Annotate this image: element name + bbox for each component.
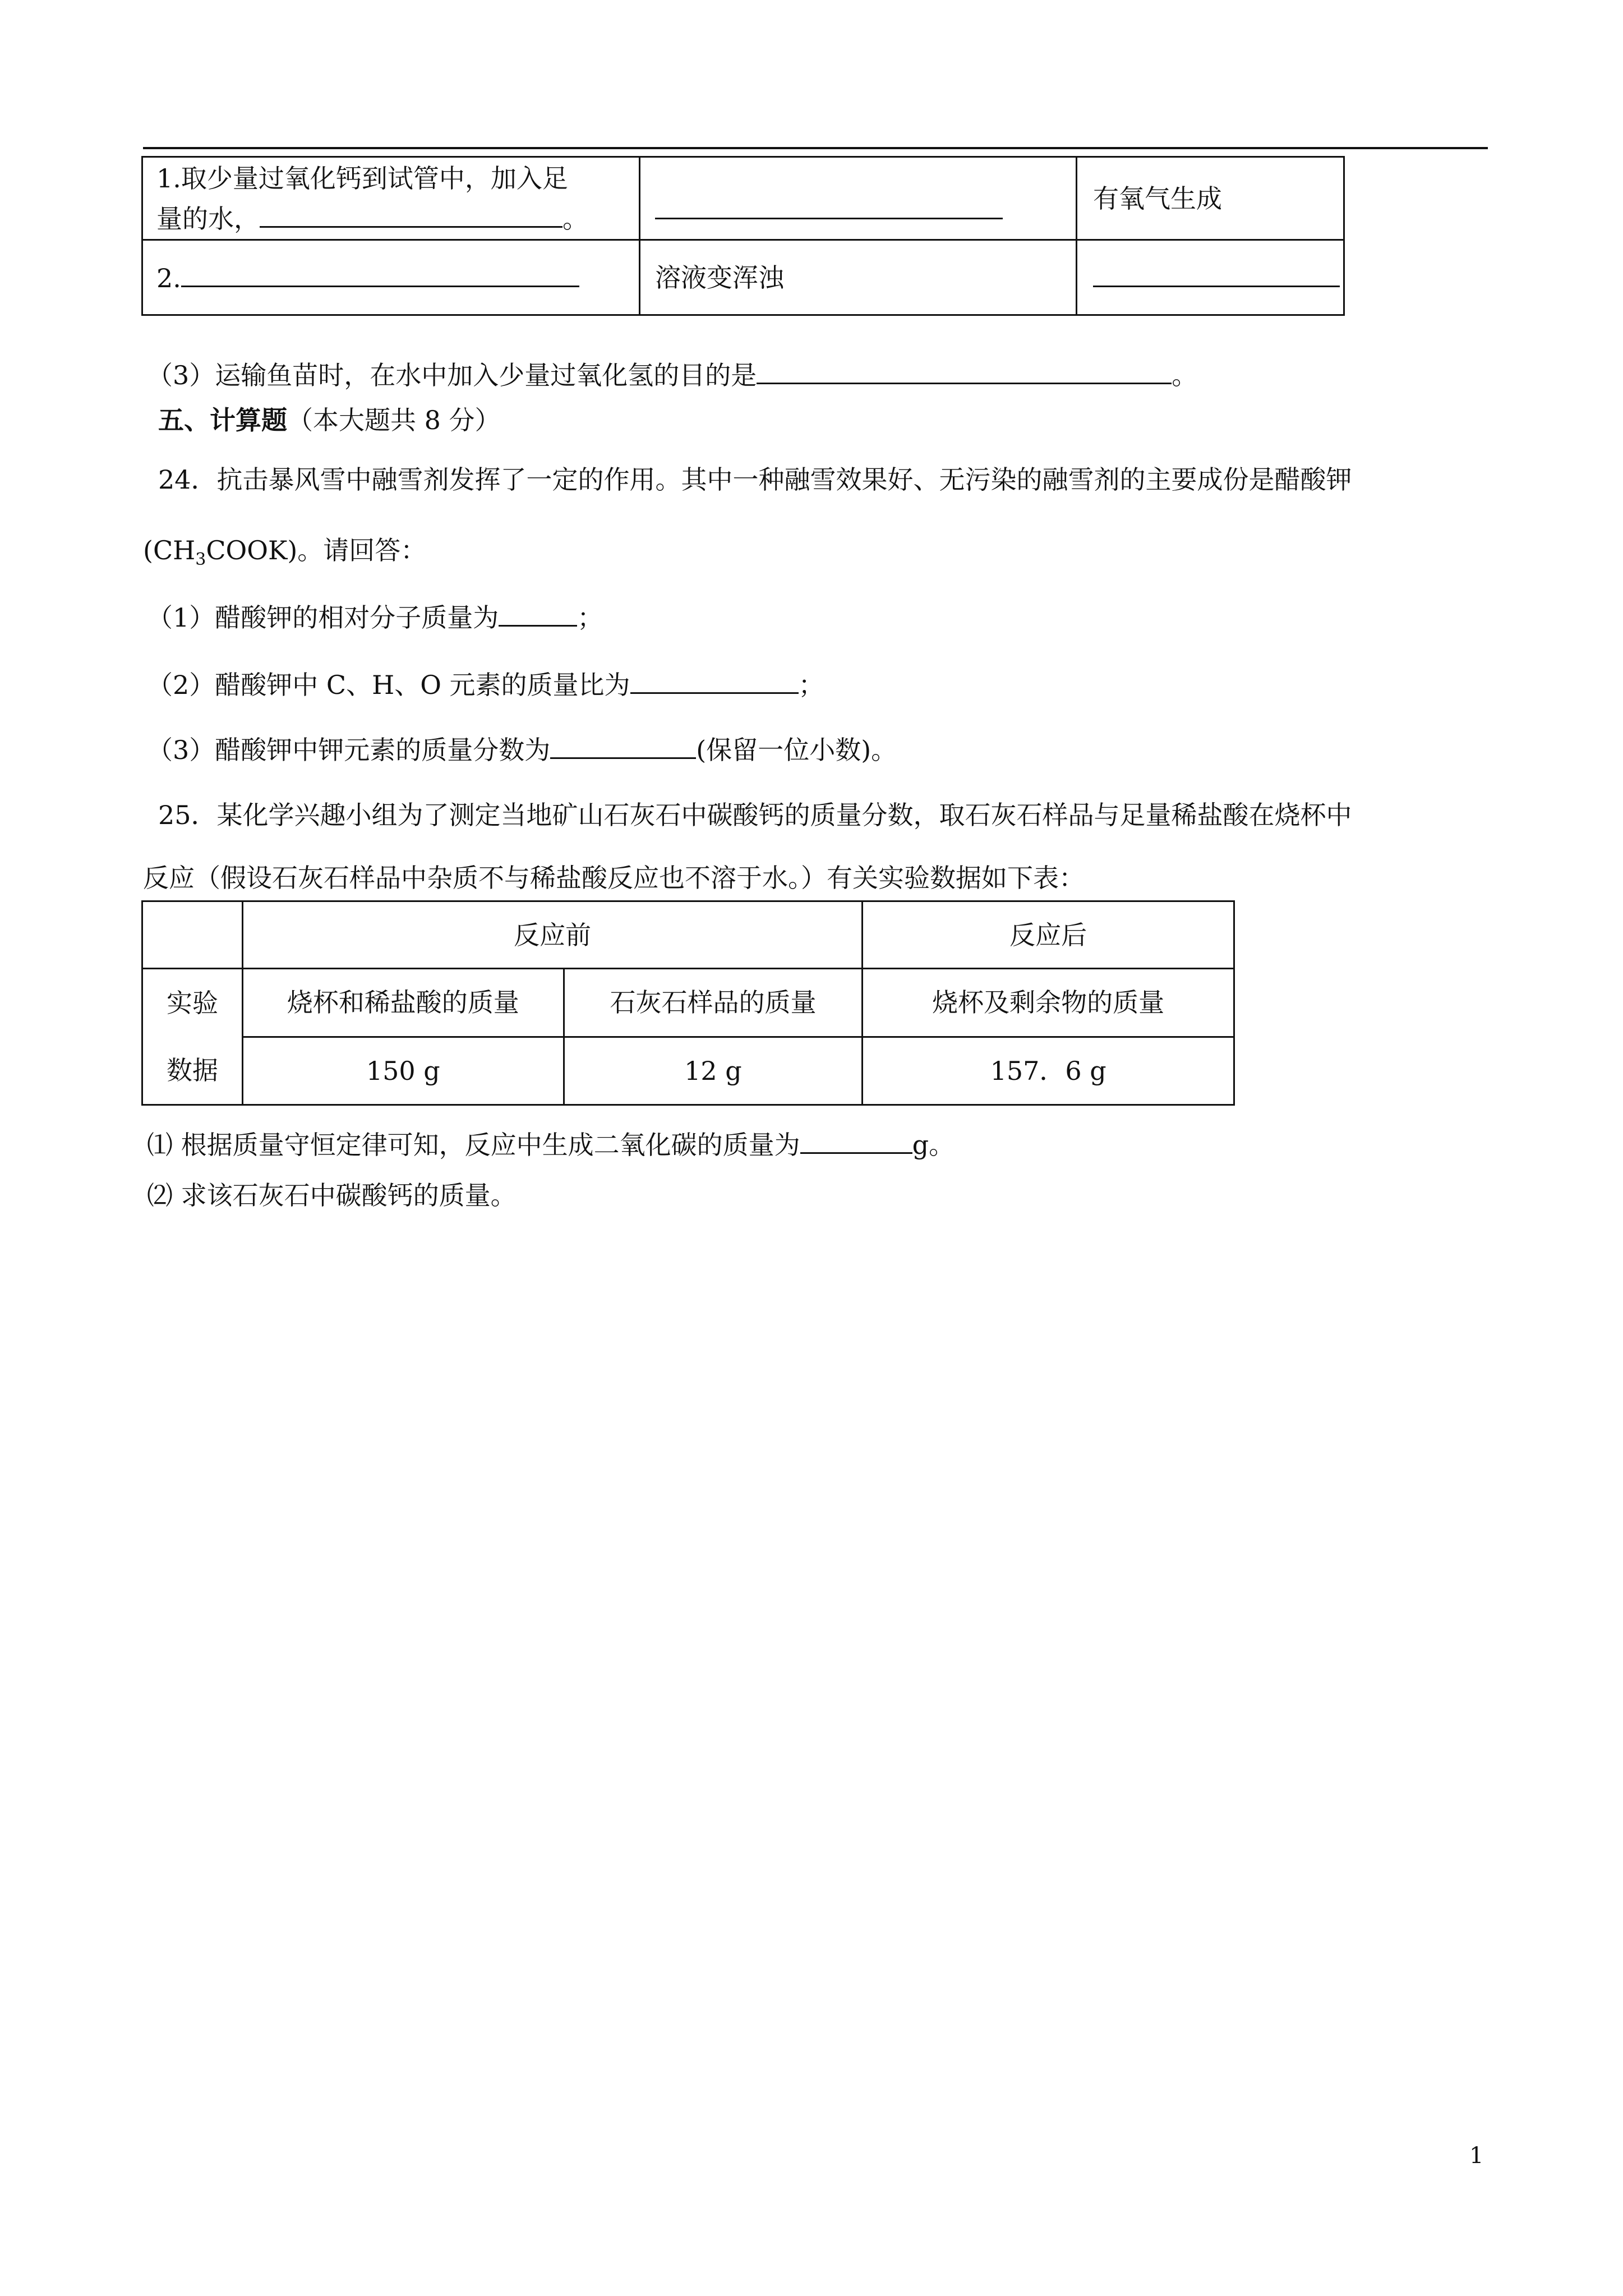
answer-blank[interactable]: [655, 190, 1003, 219]
col-header-1: 烧杯和稀盐酸的质量: [242, 969, 564, 1037]
question-25-sub1-text: ⑴ 根据质量守恒定律可知，反应中生成二氧化碳的质量为: [147, 1130, 800, 1160]
unit-g: g。: [912, 1130, 955, 1160]
answer-blank[interactable]: [800, 1124, 912, 1154]
row2-phenomenon: 溶液变浑浊: [655, 262, 784, 293]
corner-cell: [142, 901, 243, 969]
header-rule: [143, 147, 1488, 149]
answer-blank[interactable]: [1093, 257, 1340, 287]
value-2: 12 g: [564, 1037, 863, 1105]
header-after: 反应后: [863, 901, 1234, 969]
formula-sub: 3: [195, 550, 206, 570]
value-3: 157．6 g: [863, 1037, 1234, 1105]
period: 。: [1172, 360, 1198, 390]
semicolon: ；: [798, 670, 824, 700]
row2-step: 2.: [156, 263, 181, 293]
answer-blank[interactable]: [550, 729, 696, 759]
experiment-data-table: [141, 900, 1235, 1106]
question-24-sub3: [147, 729, 897, 770]
question-25-sub1: [147, 1124, 955, 1165]
experiment-table: [141, 156, 1345, 316]
row1-result-cell: [1077, 157, 1344, 240]
answer-blank[interactable]: [499, 597, 577, 627]
row1-step-line2: 量的水，: [156, 203, 260, 234]
row-label-cell: [142, 969, 243, 1105]
page-number: 1: [1469, 2143, 1484, 2169]
question-24-sub1-text: （1）醋酸钾的相对分子质量为: [147, 602, 499, 633]
answer-blank[interactable]: [260, 198, 562, 228]
answer-blank[interactable]: [181, 257, 579, 287]
col-header-2: 石灰石样品的质量: [564, 969, 863, 1037]
section-5-heading: [158, 401, 501, 440]
semicolon: ；: [577, 602, 603, 633]
question-3: [147, 355, 1197, 395]
question-24-formula: [143, 531, 426, 579]
question-24-sub3-end: (保留一位小数)。: [696, 735, 897, 765]
question-24-line1: 24．抗击暴风雪中融雪剂发挥了一定的作用。其中一种融雪效果好、无污染的融雪剂的主要成份是醋酸钾: [158, 464, 1352, 495]
formula-pre: (CH: [143, 535, 196, 565]
row1-step-line1: 1.取少量过氧化钙到试管中，加入足: [156, 163, 568, 194]
header-before: 反应前: [242, 901, 862, 969]
answer-blank[interactable]: [630, 664, 799, 694]
row1-result: 有氧气生成: [1093, 183, 1222, 214]
answer-blank[interactable]: [757, 355, 1172, 384]
question-3-text: （3）运输鱼苗时，在水中加入少量过氧化氢的目的是: [147, 360, 757, 390]
formula-post: COOK)。请回答：: [206, 535, 427, 565]
row1-step-cell: [142, 157, 640, 240]
question-24-sub3-text: （3）醋酸钾中钾元素的质量分数为: [147, 735, 551, 765]
question-24-sub1: [147, 597, 603, 637]
row-label-2: 数据: [166, 1055, 218, 1085]
section-5-title: 五、计算题: [158, 405, 287, 435]
question-25-line2: 反应（假设石灰石样品中杂质不与稀盐酸反应也不溶于水。）有关实验数据如下表：: [143, 863, 1085, 893]
question-25-line1: 25．某化学兴趣小组为了测定当地矿山石灰石中碳酸钙的质量分数，取石灰石样品与足量稀盐酸在烧杯中: [158, 800, 1352, 830]
question-25-sub2: ⑵ 求该石灰石中碳酸钙的质量。: [147, 1180, 517, 1211]
period: 。: [562, 203, 588, 234]
value-1: 150 g: [242, 1037, 564, 1105]
row2-phenomenon-cell: [640, 240, 1077, 315]
row-label-1: 实验: [166, 988, 218, 1018]
section-5-note: （本大题共 8 分）: [287, 405, 501, 435]
col-header-3: 烧杯及剩余物的质量: [863, 969, 1234, 1037]
question-24-sub2-text: （2）醋酸钾中 C、H、O 元素的质量比为: [147, 670, 630, 700]
row2-step-cell: [142, 240, 640, 315]
row1-phenomenon-cell: [640, 157, 1077, 240]
row2-result-cell: [1077, 240, 1344, 315]
question-24-sub2: [147, 664, 824, 705]
